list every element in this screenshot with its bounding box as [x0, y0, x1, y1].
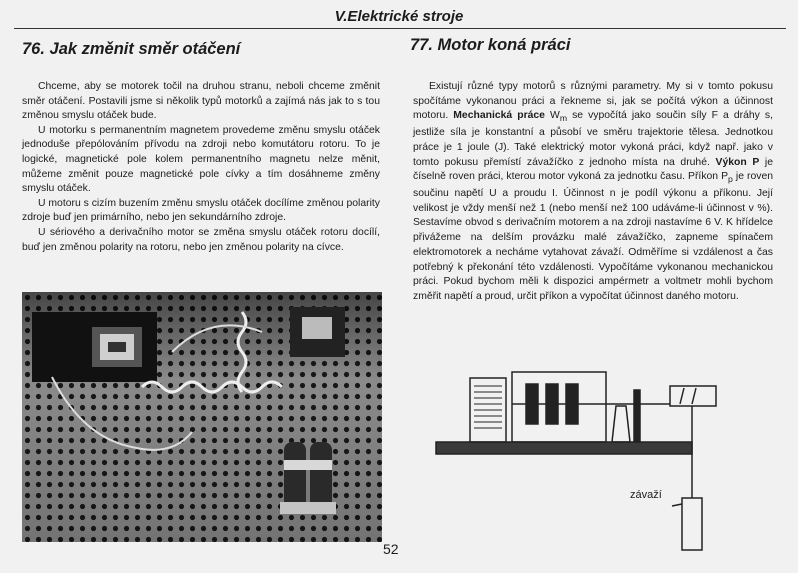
base-board — [436, 442, 692, 454]
left-paragraph: U motorku s permanentním magnetem provedeme změnu smyslu otáček jednoduše přepólováním přívodu na zdroji nebo komutátoru rotoru. To je logické, magnetické pole kolem permanentního magnetu nelze měnit, můžeme změnit pouze magnetické pole cívky a tím dosáhneme změny smyslu otáček. — [22, 124, 380, 195]
symbol-p-subscript: p — [728, 174, 733, 185]
term-mechanical-work: Mechanická práce — [453, 110, 545, 122]
page-number: 52 — [383, 541, 399, 557]
left-paragraph: U motoru s cizím buzením změnu smyslu otáček docílíme změnou polarity zdroje buď jen primárního, nebo jen sekundárního zdroje. — [22, 197, 380, 224]
text-run: je číselně roven práci, kterou motor vykoná za jednotku času. Příkon P — [413, 156, 773, 183]
right-section-title: 77. Motor koná práci — [410, 36, 571, 54]
text-run: se vypočítá jako součin síly F a dráhy s, jestliže síla je konstantní a působí ve směru trajektorie tělesa. Jednotkou práce je 1 joule (J). Také elektrický motor vykoná práci, když např. jako v tomto pokusu přemístí závažíčko z jednoho místa na druhé. — [413, 110, 773, 168]
text-run: je roven součinu napětí U a proudu I. Účinnost n je podíl výkonu a příkonu. Její velikost je vždy menší než 1 (nebo menší než 100 udáváme-li účinnost v %). Sestavíme obvod s derivačním motorem a na zdroji nastavíme 6 V. K hřídelce přivážeme na delším provázku malé závažíčko, zapneme spínačem elektromotorek a necháme vytahovat závaží. Odměříme si vzdálenost a čas potřebný k překonání této vzdálenosti. Vypočítáme vykonanou mechanickou práci. Pokud bychom měli k dispozici ampérmetr a voltmetr mohli bychom změřit napětí a proud, určit příkon a vypočítat účinnost daného motoru. — [413, 171, 773, 302]
bearing — [612, 406, 630, 442]
motor-setup-photo — [22, 292, 382, 542]
header-rule — [14, 28, 786, 29]
right-paragraph — [413, 80, 773, 305]
left-paragraph: Chceme, aby se motorek točil na druhou stranu, neboli chceme změnit směr otáčení. Postavili jsme si několik typů motorků a zajímá nás jak to s tou změnou smyslu otáček bude. — [22, 81, 380, 122]
left-paragraph: U sériového a derivačního motor se změna smyslu otáček rotoru docílí, buď jen změnou polarity na rotoru, nebo jen změnou polarity na cívce. — [22, 226, 380, 253]
weight-label: závaží — [630, 489, 662, 501]
symbol-w: W — [550, 110, 560, 122]
right-text-column — [413, 80, 773, 305]
experiment-diagram — [430, 346, 730, 556]
symbol-w-subscript: m — [559, 113, 568, 124]
text-run: Existují různé typy motorů s různými parametry. My si v tomto pokusu spočítáme vykonanou práci a řekneme si, jak se počítá výkon a účinnost motoru. — [413, 81, 773, 122]
term-power: Výkon P — [715, 156, 760, 168]
coil-component — [284, 442, 306, 512]
chapter-header: V.Elektrické stroje — [334, 8, 464, 25]
left-section-title: 76. Jak změnit směr otáčení — [22, 40, 241, 58]
weight — [682, 498, 702, 550]
left-text-column — [22, 80, 380, 255]
